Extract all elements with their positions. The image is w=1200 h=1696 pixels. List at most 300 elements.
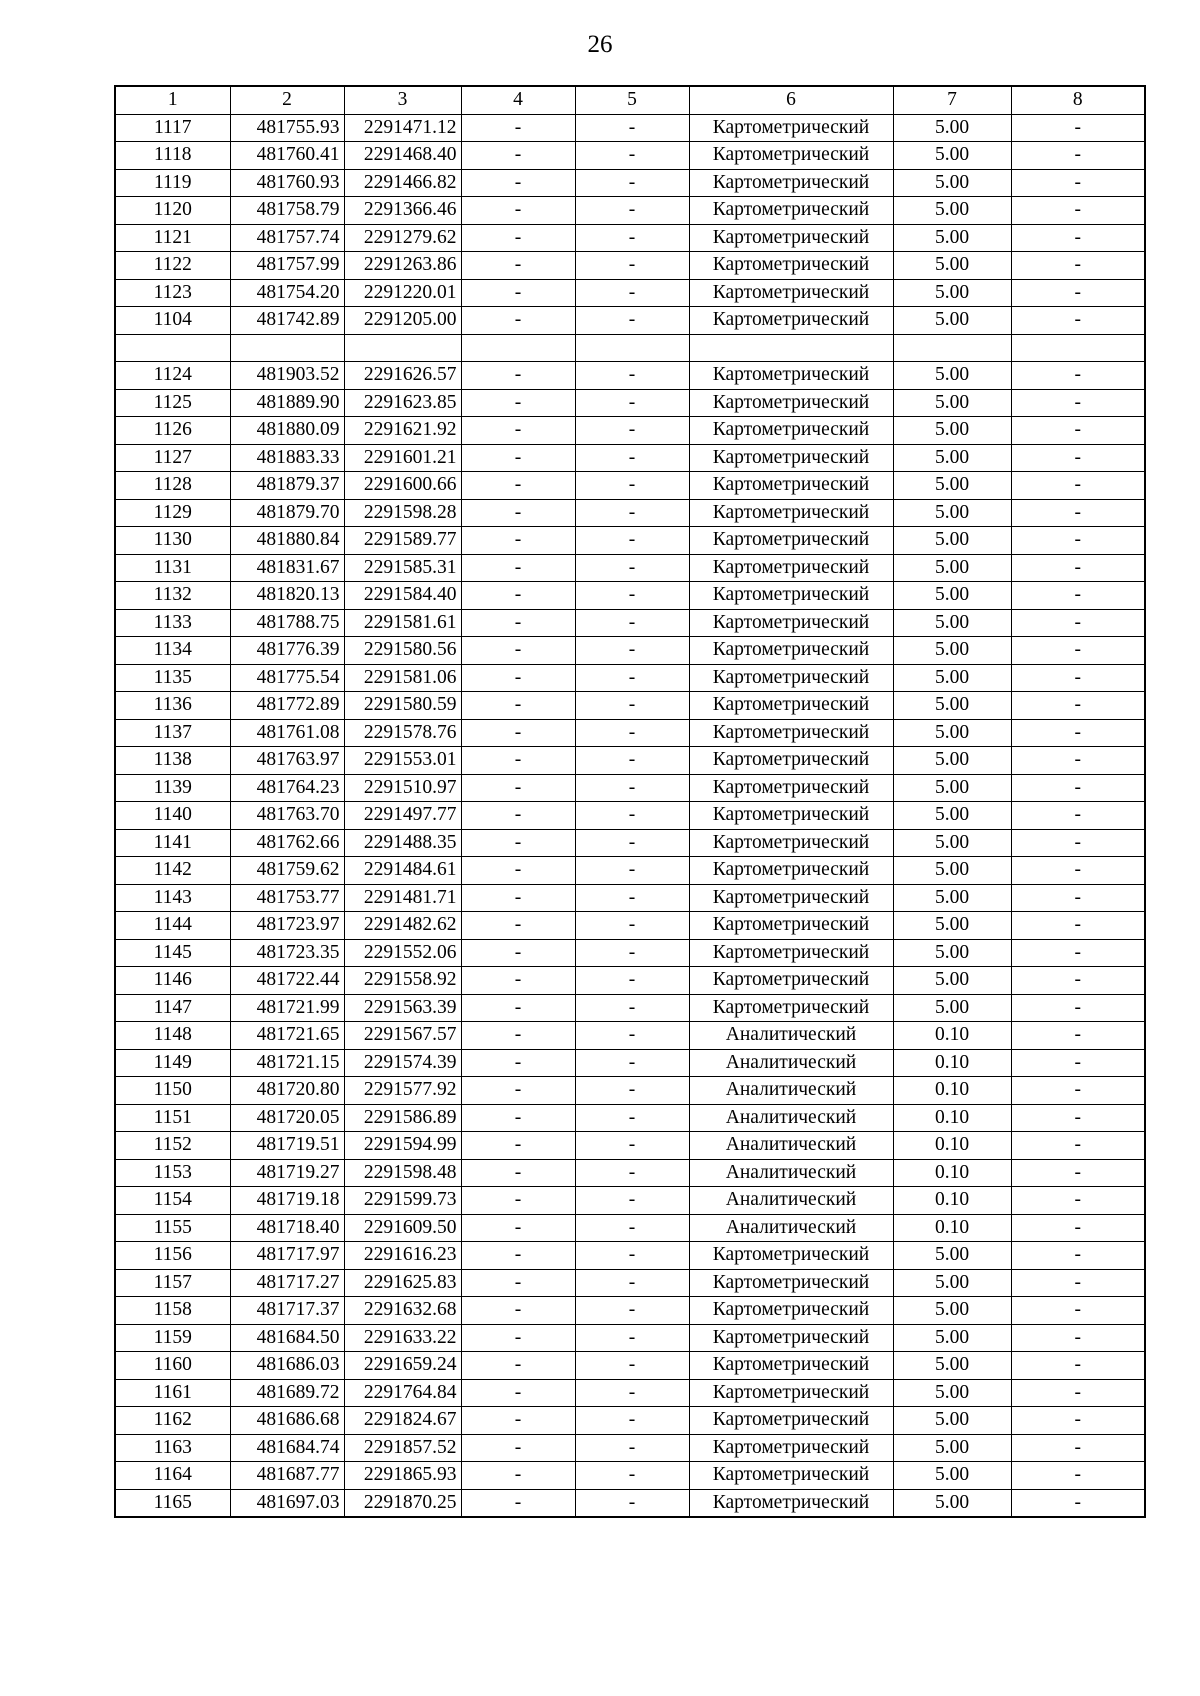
- x-coordinate-cell: 481764.23: [230, 774, 344, 802]
- method-cell: Картометрический: [689, 857, 893, 885]
- column-4-cell: -: [461, 939, 575, 967]
- y-coordinate-cell: 2291563.39: [344, 994, 461, 1022]
- table-row: [115, 857, 1145, 885]
- table-row: [115, 417, 1145, 445]
- x-coordinate-cell: 481717.37: [230, 1297, 344, 1325]
- column-5-cell: -: [575, 1434, 689, 1462]
- x-coordinate-cell: 481721.15: [230, 1049, 344, 1077]
- column-4-cell: -: [461, 1159, 575, 1187]
- column-8-cell: -: [1011, 774, 1145, 802]
- accuracy-cell: 5.00: [893, 719, 1011, 747]
- x-coordinate-cell: 481717.27: [230, 1269, 344, 1297]
- y-coordinate-cell: 2291552.06: [344, 939, 461, 967]
- table-row: [115, 664, 1145, 692]
- column-4-cell: -: [461, 389, 575, 417]
- column-4-cell: -: [461, 1352, 575, 1380]
- column-5-cell: -: [575, 1132, 689, 1160]
- y-coordinate-cell: 2291581.06: [344, 664, 461, 692]
- table-row: [115, 1407, 1145, 1435]
- y-coordinate-cell: 2291482.62: [344, 912, 461, 940]
- method-cell: [689, 334, 893, 362]
- x-coordinate-cell: 481757.99: [230, 252, 344, 280]
- column-4-cell: -: [461, 444, 575, 472]
- accuracy-cell: 0.10: [893, 1022, 1011, 1050]
- column-5-cell: -: [575, 1297, 689, 1325]
- point-number-cell: 1126: [115, 417, 230, 445]
- point-number-cell: 1150: [115, 1077, 230, 1105]
- method-cell: Картометрический: [689, 884, 893, 912]
- table-row: [115, 499, 1145, 527]
- column-5-cell: -: [575, 829, 689, 857]
- column-5-cell: -: [575, 142, 689, 170]
- table-row: [115, 1077, 1145, 1105]
- column-4-cell: -: [461, 527, 575, 555]
- table-row: [115, 1049, 1145, 1077]
- column-4-cell: -: [461, 1434, 575, 1462]
- table-row: [115, 939, 1145, 967]
- column-4-cell: -: [461, 279, 575, 307]
- column-5-cell: -: [575, 1379, 689, 1407]
- y-coordinate-cell: 2291598.28: [344, 499, 461, 527]
- point-number-cell: 1128: [115, 472, 230, 500]
- table-row: [115, 1462, 1145, 1490]
- x-coordinate-cell: 481719.18: [230, 1187, 344, 1215]
- point-number-cell: [115, 334, 230, 362]
- column-4-cell: -: [461, 994, 575, 1022]
- y-coordinate-cell: 2291616.23: [344, 1242, 461, 1270]
- table-row: [115, 362, 1145, 390]
- column-4-cell: -: [461, 362, 575, 390]
- column-5-cell: -: [575, 499, 689, 527]
- column-5-cell: [575, 334, 689, 362]
- point-number-cell: 1161: [115, 1379, 230, 1407]
- column-8-cell: -: [1011, 1297, 1145, 1325]
- column-5-cell: -: [575, 1159, 689, 1187]
- column-5-cell: -: [575, 362, 689, 390]
- y-coordinate-cell: 2291625.83: [344, 1269, 461, 1297]
- column-4-cell: -: [461, 884, 575, 912]
- point-number-cell: 1122: [115, 252, 230, 280]
- table-row: [115, 1324, 1145, 1352]
- column-4-cell: -: [461, 1049, 575, 1077]
- y-coordinate-cell: 2291468.40: [344, 142, 461, 170]
- table-row: [115, 169, 1145, 197]
- method-cell: Картометрический: [689, 1462, 893, 1490]
- x-coordinate-cell: 481721.65: [230, 1022, 344, 1050]
- accuracy-cell: 0.10: [893, 1049, 1011, 1077]
- y-coordinate-cell: 2291585.31: [344, 554, 461, 582]
- y-coordinate-cell: 2291764.84: [344, 1379, 461, 1407]
- column-4-cell: -: [461, 609, 575, 637]
- point-number-cell: 1139: [115, 774, 230, 802]
- column-4-cell: -: [461, 1214, 575, 1242]
- accuracy-cell: 5.00: [893, 939, 1011, 967]
- column-5-cell: -: [575, 1049, 689, 1077]
- table-row: [115, 747, 1145, 775]
- column-5-cell: -: [575, 1214, 689, 1242]
- point-number-cell: 1159: [115, 1324, 230, 1352]
- column-5-cell: -: [575, 279, 689, 307]
- method-cell: Картометрический: [689, 224, 893, 252]
- y-coordinate-cell: 2291599.73: [344, 1187, 461, 1215]
- column-5-cell: -: [575, 1242, 689, 1270]
- column-5-cell: -: [575, 114, 689, 142]
- column-8-cell: -: [1011, 1049, 1145, 1077]
- column-4-cell: -: [461, 417, 575, 445]
- table-row: [115, 1214, 1145, 1242]
- accuracy-cell: 5.00: [893, 444, 1011, 472]
- column-8-cell: -: [1011, 444, 1145, 472]
- method-cell: Картометрический: [689, 499, 893, 527]
- column-4-cell: -: [461, 829, 575, 857]
- point-number-cell: 1117: [115, 114, 230, 142]
- x-coordinate-cell: 481761.08: [230, 719, 344, 747]
- column-8-cell: -: [1011, 582, 1145, 610]
- table-row: [115, 994, 1145, 1022]
- column-8-cell: -: [1011, 1022, 1145, 1050]
- x-coordinate-cell: 481880.84: [230, 527, 344, 555]
- table-row: [115, 334, 1145, 362]
- accuracy-cell: 5.00: [893, 1352, 1011, 1380]
- y-coordinate-cell: 2291220.01: [344, 279, 461, 307]
- table-row: [115, 1352, 1145, 1380]
- table-row: [115, 224, 1145, 252]
- accuracy-cell: 5.00: [893, 1269, 1011, 1297]
- point-number-cell: 1121: [115, 224, 230, 252]
- x-coordinate-cell: 481776.39: [230, 637, 344, 665]
- method-cell: Картометрический: [689, 967, 893, 995]
- table-row: [115, 1104, 1145, 1132]
- method-cell: Картометрический: [689, 582, 893, 610]
- x-coordinate-cell: 481758.79: [230, 197, 344, 225]
- y-coordinate-cell: 2291626.57: [344, 362, 461, 390]
- column-5-cell: -: [575, 1489, 689, 1517]
- column-4-cell: -: [461, 912, 575, 940]
- column-5-cell: -: [575, 994, 689, 1022]
- column-5-cell: -: [575, 967, 689, 995]
- table-row: [115, 389, 1145, 417]
- column-8-cell: -: [1011, 884, 1145, 912]
- method-cell: Картометрический: [689, 747, 893, 775]
- column-8-cell: -: [1011, 637, 1145, 665]
- column-header: 3: [344, 86, 461, 114]
- point-number-cell: 1155: [115, 1214, 230, 1242]
- method-cell: Картометрический: [689, 279, 893, 307]
- method-cell: Картометрический: [689, 362, 893, 390]
- y-coordinate-cell: 2291632.68: [344, 1297, 461, 1325]
- point-number-cell: 1154: [115, 1187, 230, 1215]
- column-8-cell: -: [1011, 1352, 1145, 1380]
- x-coordinate-cell: 481757.74: [230, 224, 344, 252]
- y-coordinate-cell: 2291586.89: [344, 1104, 461, 1132]
- accuracy-cell: [893, 334, 1011, 362]
- column-4-cell: -: [461, 472, 575, 500]
- column-4-cell: -: [461, 1132, 575, 1160]
- method-cell: Картометрический: [689, 1434, 893, 1462]
- column-8-cell: -: [1011, 1462, 1145, 1490]
- column-8-cell: -: [1011, 527, 1145, 555]
- method-cell: Картометрический: [689, 912, 893, 940]
- table-row: [115, 692, 1145, 720]
- point-number-cell: 1132: [115, 582, 230, 610]
- column-5-cell: -: [575, 417, 689, 445]
- method-cell: Картометрический: [689, 444, 893, 472]
- y-coordinate-cell: 2291609.50: [344, 1214, 461, 1242]
- table-row: [115, 1379, 1145, 1407]
- column-header: 1: [115, 86, 230, 114]
- column-5-cell: -: [575, 527, 689, 555]
- column-8-cell: -: [1011, 967, 1145, 995]
- column-5-cell: -: [575, 1077, 689, 1105]
- column-8-cell: -: [1011, 279, 1145, 307]
- column-4-cell: -: [461, 114, 575, 142]
- column-8-cell: -: [1011, 609, 1145, 637]
- method-cell: Картометрический: [689, 939, 893, 967]
- column-4-cell: -: [461, 692, 575, 720]
- method-cell: Картометрический: [689, 774, 893, 802]
- accuracy-cell: 5.00: [893, 362, 1011, 390]
- table-row: [115, 307, 1145, 335]
- table-row: [115, 829, 1145, 857]
- x-coordinate-cell: 481760.41: [230, 142, 344, 170]
- column-5-cell: -: [575, 747, 689, 775]
- y-coordinate-cell: 2291623.85: [344, 389, 461, 417]
- point-number-cell: 1138: [115, 747, 230, 775]
- y-coordinate-cell: 2291580.59: [344, 692, 461, 720]
- method-cell: Картометрический: [689, 1489, 893, 1517]
- point-number-cell: 1165: [115, 1489, 230, 1517]
- column-8-cell: -: [1011, 389, 1145, 417]
- accuracy-cell: 5.00: [893, 279, 1011, 307]
- accuracy-cell: 5.00: [893, 1407, 1011, 1435]
- y-coordinate-cell: 2291857.52: [344, 1434, 461, 1462]
- x-coordinate-cell: 481754.20: [230, 279, 344, 307]
- method-cell: Картометрический: [689, 1407, 893, 1435]
- x-coordinate-cell: 481763.97: [230, 747, 344, 775]
- x-coordinate-cell: 481687.77: [230, 1462, 344, 1490]
- point-number-cell: 1142: [115, 857, 230, 885]
- column-5-cell: -: [575, 774, 689, 802]
- column-5-cell: -: [575, 389, 689, 417]
- y-coordinate-cell: 2291581.61: [344, 609, 461, 637]
- point-number-cell: 1123: [115, 279, 230, 307]
- accuracy-cell: 5.00: [893, 307, 1011, 335]
- x-coordinate-cell: 481772.89: [230, 692, 344, 720]
- x-coordinate-cell: 481880.09: [230, 417, 344, 445]
- column-5-cell: -: [575, 912, 689, 940]
- accuracy-cell: 5.00: [893, 912, 1011, 940]
- y-coordinate-cell: [344, 334, 461, 362]
- column-8-cell: -: [1011, 664, 1145, 692]
- method-cell: Картометрический: [689, 719, 893, 747]
- table-row: [115, 1022, 1145, 1050]
- point-number-cell: 1148: [115, 1022, 230, 1050]
- point-number-cell: 1157: [115, 1269, 230, 1297]
- y-coordinate-cell: 2291600.66: [344, 472, 461, 500]
- x-coordinate-cell: 481903.52: [230, 362, 344, 390]
- point-number-cell: 1127: [115, 444, 230, 472]
- column-4-cell: -: [461, 142, 575, 170]
- point-number-cell: 1162: [115, 1407, 230, 1435]
- method-cell: Картометрический: [689, 554, 893, 582]
- accuracy-cell: 5.00: [893, 1324, 1011, 1352]
- table-row: [115, 527, 1145, 555]
- accuracy-cell: 5.00: [893, 884, 1011, 912]
- column-4-cell: -: [461, 197, 575, 225]
- column-header: 5: [575, 86, 689, 114]
- column-4-cell: -: [461, 664, 575, 692]
- accuracy-cell: 5.00: [893, 1379, 1011, 1407]
- x-coordinate-cell: 481775.54: [230, 664, 344, 692]
- column-8-cell: -: [1011, 719, 1145, 747]
- accuracy-cell: 5.00: [893, 1489, 1011, 1517]
- column-5-cell: -: [575, 252, 689, 280]
- table-row: [115, 1297, 1145, 1325]
- column-5-cell: -: [575, 1462, 689, 1490]
- column-4-cell: [461, 334, 575, 362]
- column-4-cell: -: [461, 582, 575, 610]
- column-5-cell: -: [575, 307, 689, 335]
- x-coordinate-cell: 481879.37: [230, 472, 344, 500]
- column-5-cell: -: [575, 884, 689, 912]
- x-coordinate-cell: 481718.40: [230, 1214, 344, 1242]
- column-4-cell: -: [461, 857, 575, 885]
- table-row: [115, 1132, 1145, 1160]
- y-coordinate-cell: 2291574.39: [344, 1049, 461, 1077]
- method-cell: Картометрический: [689, 1379, 893, 1407]
- coordinates-table: [114, 85, 1146, 1518]
- column-8-cell: -: [1011, 472, 1145, 500]
- x-coordinate-cell: 481684.50: [230, 1324, 344, 1352]
- column-4-cell: -: [461, 719, 575, 747]
- method-cell: Картометрический: [689, 994, 893, 1022]
- table-row: [115, 1159, 1145, 1187]
- column-4-cell: -: [461, 1462, 575, 1490]
- method-cell: Картометрический: [689, 802, 893, 830]
- column-4-cell: -: [461, 1297, 575, 1325]
- x-coordinate-cell: 481717.97: [230, 1242, 344, 1270]
- table-row: [115, 554, 1145, 582]
- y-coordinate-cell: 2291580.56: [344, 637, 461, 665]
- accuracy-cell: 5.00: [893, 609, 1011, 637]
- point-number-cell: 1149: [115, 1049, 230, 1077]
- column-8-cell: -: [1011, 114, 1145, 142]
- table-row: [115, 197, 1145, 225]
- column-8-cell: -: [1011, 224, 1145, 252]
- y-coordinate-cell: 2291870.25: [344, 1489, 461, 1517]
- x-coordinate-cell: 481759.62: [230, 857, 344, 885]
- column-8-cell: -: [1011, 802, 1145, 830]
- column-8-cell: [1011, 334, 1145, 362]
- accuracy-cell: 5.00: [893, 472, 1011, 500]
- method-cell: Аналитический: [689, 1077, 893, 1105]
- method-cell: Картометрический: [689, 252, 893, 280]
- column-5-cell: -: [575, 857, 689, 885]
- column-5-cell: -: [575, 472, 689, 500]
- accuracy-cell: 5.00: [893, 169, 1011, 197]
- table-row: [115, 1434, 1145, 1462]
- y-coordinate-cell: 2291633.22: [344, 1324, 461, 1352]
- method-cell: Картометрический: [689, 307, 893, 335]
- column-header: 2: [230, 86, 344, 114]
- table-row: [115, 1242, 1145, 1270]
- column-5-cell: -: [575, 169, 689, 197]
- y-coordinate-cell: 2291481.71: [344, 884, 461, 912]
- x-coordinate-cell: 481686.68: [230, 1407, 344, 1435]
- method-cell: Картометрический: [689, 1352, 893, 1380]
- y-coordinate-cell: 2291471.12: [344, 114, 461, 142]
- column-4-cell: -: [461, 499, 575, 527]
- x-coordinate-cell: 481788.75: [230, 609, 344, 637]
- y-coordinate-cell: 2291578.76: [344, 719, 461, 747]
- column-4-cell: -: [461, 967, 575, 995]
- x-coordinate-cell: 481753.77: [230, 884, 344, 912]
- method-cell: Картометрический: [689, 142, 893, 170]
- x-coordinate-cell: 481720.05: [230, 1104, 344, 1132]
- x-coordinate-cell: 481820.13: [230, 582, 344, 610]
- column-4-cell: -: [461, 307, 575, 335]
- method-cell: Картометрический: [689, 114, 893, 142]
- column-4-cell: -: [461, 747, 575, 775]
- accuracy-cell: 0.10: [893, 1077, 1011, 1105]
- table-row: [115, 582, 1145, 610]
- column-4-cell: -: [461, 224, 575, 252]
- accuracy-cell: 5.00: [893, 664, 1011, 692]
- x-coordinate-cell: 481721.99: [230, 994, 344, 1022]
- point-number-cell: 1129: [115, 499, 230, 527]
- column-header: 8: [1011, 86, 1145, 114]
- point-number-cell: 1146: [115, 967, 230, 995]
- y-coordinate-cell: 2291558.92: [344, 967, 461, 995]
- column-4-cell: -: [461, 169, 575, 197]
- method-cell: Аналитический: [689, 1214, 893, 1242]
- table-row: [115, 884, 1145, 912]
- column-4-cell: -: [461, 1489, 575, 1517]
- accuracy-cell: 5.00: [893, 857, 1011, 885]
- point-number-cell: 1153: [115, 1159, 230, 1187]
- point-number-cell: 1156: [115, 1242, 230, 1270]
- column-4-cell: -: [461, 554, 575, 582]
- column-8-cell: -: [1011, 692, 1145, 720]
- accuracy-cell: 5.00: [893, 499, 1011, 527]
- accuracy-cell: 5.00: [893, 637, 1011, 665]
- x-coordinate-cell: 481755.93: [230, 114, 344, 142]
- accuracy-cell: 5.00: [893, 527, 1011, 555]
- method-cell: Картометрический: [689, 1242, 893, 1270]
- column-8-cell: -: [1011, 747, 1145, 775]
- y-coordinate-cell: 2291621.92: [344, 417, 461, 445]
- accuracy-cell: 0.10: [893, 1104, 1011, 1132]
- point-number-cell: 1158: [115, 1297, 230, 1325]
- method-cell: Картометрический: [689, 829, 893, 857]
- column-5-cell: -: [575, 939, 689, 967]
- accuracy-cell: 5.00: [893, 197, 1011, 225]
- x-coordinate-cell: 481879.70: [230, 499, 344, 527]
- column-5-cell: -: [575, 609, 689, 637]
- accuracy-cell: 5.00: [893, 692, 1011, 720]
- x-coordinate-cell: 481883.33: [230, 444, 344, 472]
- point-number-cell: 1141: [115, 829, 230, 857]
- x-coordinate-cell: 481723.97: [230, 912, 344, 940]
- column-5-cell: -: [575, 444, 689, 472]
- accuracy-cell: 5.00: [893, 554, 1011, 582]
- column-5-cell: -: [575, 582, 689, 610]
- column-8-cell: -: [1011, 939, 1145, 967]
- method-cell: Картометрический: [689, 1324, 893, 1352]
- table-row: [115, 719, 1145, 747]
- y-coordinate-cell: 2291366.46: [344, 197, 461, 225]
- point-number-cell: 1147: [115, 994, 230, 1022]
